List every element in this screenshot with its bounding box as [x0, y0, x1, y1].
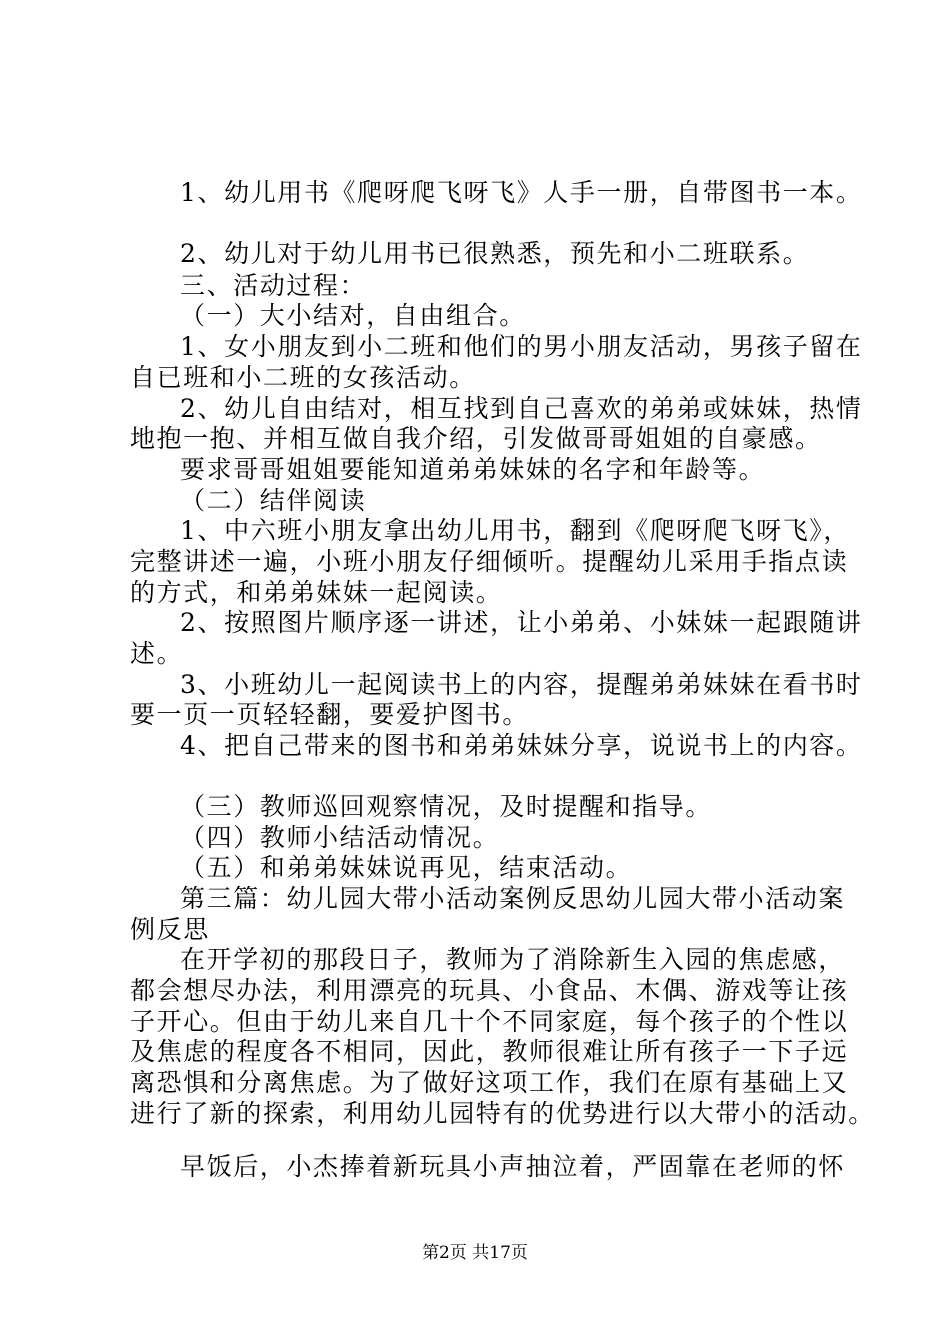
body-line: 述。 [130, 639, 184, 668]
body-line: 在开学初的那段日子，教师为了消除新生入园的焦虑感， [180, 945, 846, 974]
subsection-heading: （五）和弟弟妹妹说再见，结束活动。 [180, 853, 633, 882]
body-line: 要一页一页轻轻翻，要爱护图书。 [130, 700, 530, 729]
page-number-footer: 第2页 共17页 [422, 1243, 528, 1263]
subsection-heading: （四）教师小结活动情况。 [180, 823, 500, 852]
subsection-heading: （三）教师巡回观察情况，及时提醒和指导。 [180, 792, 713, 821]
body-line: 1、幼儿用书《爬呀爬飞呀飞》人手一册，自带图书一本。 [180, 178, 863, 207]
body-line: 都会想尽办法，利用漂亮的玩具、小食品、木偶、游戏等让孩 [130, 976, 849, 1005]
section-heading: 三、活动过程： [180, 271, 367, 300]
subsection-heading: （二）结伴阅读 [180, 486, 367, 515]
body-line: 2、按照图片顺序逐一讲述，让小弟弟、小妹妹一起跟随讲 [180, 608, 863, 637]
body-line: 子开心。但由于幼儿来自几十个不同家庭，每个孩子的个性以 [130, 1007, 849, 1036]
body-line: 进行了新的探索，利用幼儿园特有的优势进行以大带小的活动。 [130, 1099, 875, 1128]
body-line: 及焦虑的程度各不相同，因此，教师很难让所有孩子一下子远 [130, 1037, 849, 1066]
body-line: 1、中六班小朋友拿出幼儿用书，翻到《爬呀爬飞呀飞》， [180, 516, 851, 545]
body-line: 要求哥哥姐姐要能知道弟弟妹妹的名字和年龄等。 [180, 455, 766, 484]
body-line: 地抱一抱、并相互做自我介绍，引发做哥哥姐姐的自豪感。 [130, 424, 822, 453]
chapter-heading: 例反思 [130, 915, 210, 944]
body-line: 2、幼儿对于幼儿用书已很熟悉，预先和小二班联系。 [180, 239, 810, 268]
body-line: 完整讲述一遍，小班小朋友仔细倾听。提醒幼儿采用手指点读 [130, 547, 849, 576]
body-line: 的方式，和弟弟妹妹一起阅读。 [130, 578, 503, 607]
body-line: 4、把自己带来的图书和弟弟妹妹分享，说说书上的内容。 [180, 731, 863, 760]
body-line: 自已班和小二班的女孩活动。 [130, 363, 476, 392]
chapter-heading: 第三篇：幼儿园大带小活动案例反思幼儿园大带小活动案 [180, 884, 846, 913]
subsection-heading: （一）大小结对，自由组合。 [180, 301, 526, 330]
body-line: 3、小班幼儿一起阅读书上的内容，提醒弟弟妹妹在看书时 [180, 670, 863, 699]
body-line: 1、女小朋友到小二班和他们的男小朋友活动，男孩子留在 [180, 332, 863, 361]
body-line: 早饭后，小杰捧着新玩具小声抽泣着，严固靠在老师的怀 [180, 1152, 846, 1181]
body-line: 2、幼儿自由结对，相互找到自己喜欢的弟弟或妹妹，热情 [180, 394, 863, 423]
body-line: 离恐惧和分离焦虑。为了做好这项工作，我们在原有基础上又 [130, 1068, 849, 1097]
